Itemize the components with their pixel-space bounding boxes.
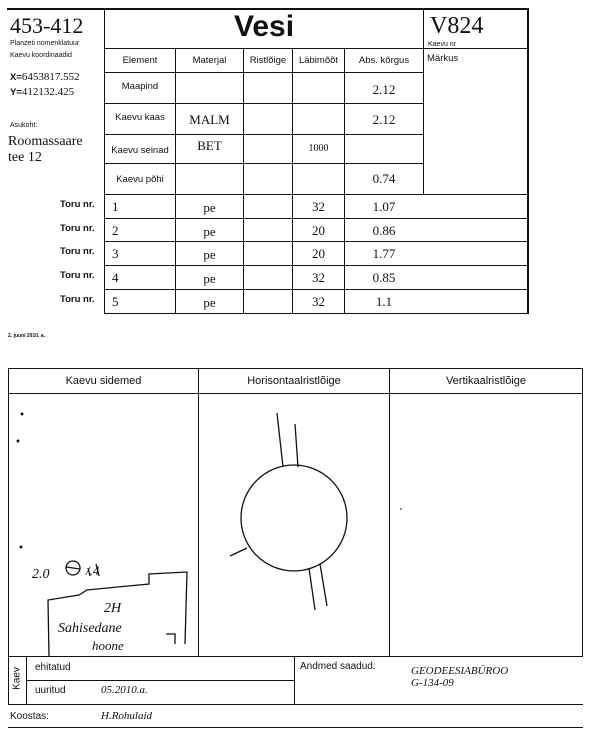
coordinate-y-label: Y= — [10, 87, 22, 98]
pipe-diameter: 20 — [312, 246, 325, 261]
pipe-label: Toru nr. — [60, 223, 95, 234]
author-value: H.Rohulaid — [101, 710, 153, 722]
well-number: V824 — [430, 13, 484, 39]
pipe-diameter: 32 — [312, 270, 325, 285]
pipe-height: 1.07 — [372, 199, 396, 214]
pipe-number: 3 — [112, 246, 119, 261]
sketch-header-vertical-section: Vertikaalristlõige — [445, 375, 527, 387]
col-header-diameter: Läbimõõt — [298, 55, 339, 66]
pipe-number: 1 — [112, 199, 119, 214]
pipe-number: 4 — [112, 270, 119, 285]
author-label: Koostas: — [10, 711, 49, 722]
pipe-number: 2 — [112, 223, 119, 238]
col-header-abs-height: Abs. kõrgus — [358, 55, 410, 66]
location-line-1: Roomassaare — [8, 134, 83, 149]
data-source-line-1: GEODEESIABÜROO — [411, 665, 509, 677]
built-label: ehitatud — [35, 662, 71, 673]
pipe-diameter: 32 — [312, 294, 325, 309]
location-label: Asukoht: — [10, 122, 38, 129]
row-diameter: 1000 — [308, 143, 329, 154]
nomenclature-number: 453-412 — [10, 13, 84, 38]
row-element: Kaevu seinad — [111, 145, 169, 156]
row-material: MALM — [189, 112, 230, 127]
pipe-height: 0.85 — [372, 270, 396, 285]
pipe-height: 1.1 — [375, 294, 393, 309]
pipe-material: pe — [203, 224, 216, 239]
coordinate-x-label: X= — [10, 72, 22, 83]
pipe-label: Toru nr. — [60, 199, 95, 210]
pipe-label: Toru nr. — [60, 294, 95, 305]
row-height: 2.12 — [372, 112, 396, 127]
pipe-diameter: 20 — [312, 223, 325, 238]
data-source-line-2: G-134-09 — [411, 677, 454, 689]
handwritten-building-code: 2H — [104, 601, 122, 616]
col-header-material: Materjal — [192, 55, 227, 66]
coordinate-y-value: 412132.425 — [21, 86, 75, 98]
row-material: BET — [197, 138, 222, 153]
pipe-label: Toru nr. — [60, 270, 95, 281]
date-note: 2. juuni 2010. a. — [8, 333, 45, 339]
coordinate-y — [10, 82, 74, 100]
footer-side-label: Kaev — [11, 667, 23, 690]
surveyed-label: uuritud — [35, 685, 66, 696]
pipe-material: pe — [203, 200, 216, 215]
vertical-section-sketch — [390, 394, 582, 656]
coordinate-x-value: 6453817.552 — [21, 71, 80, 83]
row-element: Maapind — [121, 81, 159, 92]
col-header-cross-section: Ristlõige — [249, 55, 287, 66]
pipe-diameter: 32 — [312, 199, 325, 214]
page-title: Vesi — [233, 10, 295, 43]
handwritten-mark: /.4 — [86, 563, 100, 578]
pipe-material: pe — [203, 295, 216, 310]
location-line-2: tee 12 — [8, 150, 42, 165]
row-element: Kaevu kaas — [115, 112, 165, 123]
row-height: 2.12 — [372, 82, 396, 97]
nomenclature-label: Planzeti nomenklatuur — [10, 40, 80, 47]
data-source-label: Andmed saadud: — [300, 661, 376, 672]
horizontal-section-sketch — [199, 394, 389, 656]
handwritten-distance: 2.0 — [32, 567, 50, 582]
pipe-material: pe — [203, 247, 216, 262]
row-element: Kaevu põhi — [116, 174, 164, 185]
sketch-header-horizontal-section: Horisontaalristlõige — [247, 375, 341, 387]
col-header-element: Element — [122, 55, 158, 66]
handwritten-building-line-2: hoone — [92, 638, 124, 653]
pipe-number: 5 — [112, 294, 119, 309]
sketch-header-well-links: Kaevu sidemed — [65, 375, 142, 387]
pipe-material: pe — [203, 271, 216, 286]
pipe-height: 1.77 — [372, 246, 396, 261]
coordinates-label: Kaevu koordinaadid — [10, 52, 72, 59]
pipe-label: Toru nr. — [60, 246, 95, 257]
col-header-remarks: Märkus — [427, 53, 459, 64]
handwritten-building-line-1: Sahisedane — [58, 621, 122, 636]
row-height: 0.74 — [372, 171, 396, 186]
well-number-label: Kaevu nr — [428, 41, 457, 48]
pipe-height: 0.86 — [372, 223, 396, 238]
surveyed-value: 05.2010.a. — [101, 684, 148, 696]
